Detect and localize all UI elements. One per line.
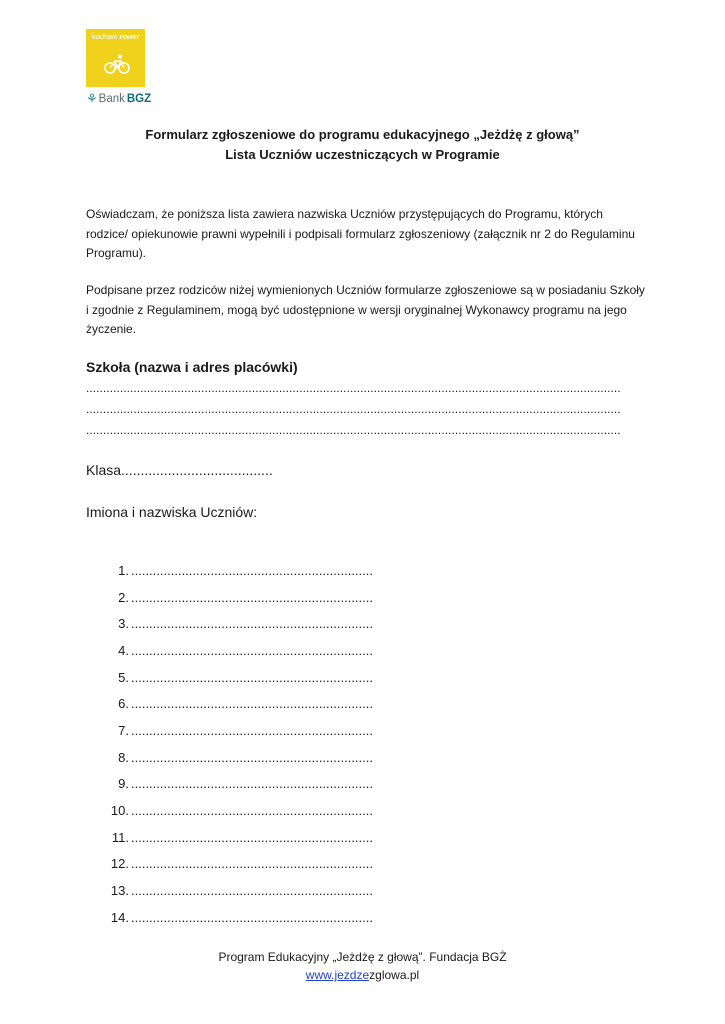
list-number: 14. <box>110 909 129 925</box>
student-name-line[interactable]: ................................................................... <box>131 829 373 845</box>
list-item[interactable] <box>102 904 402 931</box>
list-item[interactable] <box>102 824 402 851</box>
list-item[interactable] <box>102 584 402 611</box>
list-item[interactable] <box>102 690 402 717</box>
consent-paragraph: Podpisane przez rodziców niżej wymienionych Uczniów formularze zgłoszeniowe są w posiadaniu Szkoły i zgodnie z Regulaminem, mogą być udostępnione w wersji oryginalnej Wykonawcy programu na jego życzenie. <box>86 283 645 336</box>
logo-brand-bold: rower <box>119 32 140 41</box>
student-name-line[interactable]: ................................................................... <box>131 642 373 658</box>
bank-text: Bank <box>98 93 125 105</box>
list-number: 9. <box>118 776 129 792</box>
student-name-line[interactable]: ................................................................... <box>131 909 373 925</box>
student-name-line[interactable]: ................................................................... <box>131 776 373 792</box>
document-subtitle: Lista Uczniów uczestniczących w Programie <box>225 147 500 162</box>
kocham-rower-logo <box>86 29 145 87</box>
student-name-line[interactable]: ................................................................... <box>131 883 373 899</box>
list-item[interactable] <box>102 771 402 798</box>
students-heading: Imiona i nazwiska Uczniów: <box>86 504 258 520</box>
list-item[interactable] <box>102 851 402 878</box>
list-number: 12. <box>110 856 129 872</box>
declaration-paragraph: Oświadczam, że poniższa lista zawiera nazwiska Uczniów przystępujących do Programu, których rodzice/ opiekunowie prawni wypełnili i podpisali formularz zgłoszeniowy (załącznik nr 2 do Regulaminu Programu). <box>86 207 635 260</box>
footer-link-rest: zglowa.pl <box>369 968 420 982</box>
list-number: 11. <box>111 829 129 845</box>
student-name-line[interactable]: ................................................................... <box>131 722 373 738</box>
list-number: 8. <box>118 749 129 765</box>
bicycle-icon <box>104 54 130 74</box>
school-heading: Szkoła (nazwa i adres placówki) <box>86 359 298 375</box>
footer-link[interactable]: www.jezdze <box>305 968 370 982</box>
logo-brand-text <box>86 32 145 41</box>
bank-leaf-icon: ⚘ <box>86 91 98 106</box>
school-field-line-2[interactable]: .............................................................................................................................................................. <box>86 402 621 416</box>
list-number: 2. <box>118 589 129 605</box>
student-name-line[interactable]: ................................................................... <box>131 589 373 605</box>
list-item[interactable] <box>102 610 402 637</box>
student-name-line[interactable]: ................................................................... <box>131 856 373 872</box>
list-item[interactable] <box>102 637 402 664</box>
logo-brand-light: kocham <box>91 32 120 41</box>
school-field-line-3[interactable]: .............................................................................................................................................................. <box>86 423 621 437</box>
document-title: Formularz zgłoszeniowe do programu edukacyjnego „Jeżdżę z głową” <box>145 127 580 142</box>
list-number: 1. <box>118 562 129 578</box>
list-number: 6. <box>118 696 129 712</box>
list-number: 3. <box>118 616 129 632</box>
list-item[interactable] <box>102 877 402 904</box>
list-item[interactable] <box>102 557 402 584</box>
student-name-line[interactable]: ................................................................... <box>131 562 373 578</box>
sponsor-logo <box>86 29 152 109</box>
list-number: 5. <box>118 669 129 685</box>
list-item[interactable] <box>102 664 402 691</box>
student-name-line[interactable]: ................................................................... <box>131 803 373 819</box>
student-name-line[interactable]: ................................................................... <box>131 616 373 632</box>
list-number: 4. <box>118 642 129 658</box>
bank-bgz-logo <box>86 91 151 107</box>
list-number: 10. <box>110 803 129 819</box>
class-field[interactable]: Klasa....................................... <box>86 462 273 478</box>
student-name-line[interactable]: ................................................................... <box>131 749 373 765</box>
list-item[interactable] <box>102 744 402 771</box>
student-name-line[interactable]: ................................................................... <box>131 669 373 685</box>
students-list <box>102 557 402 931</box>
list-item[interactable] <box>102 797 402 824</box>
list-number: 13. <box>110 883 129 899</box>
list-item[interactable] <box>102 717 402 744</box>
footer-text: Program Edukacyjny „Jeżdżę z głową”. Fundacja BGŻ <box>218 950 507 964</box>
bank-bold-text: BGZ <box>126 93 152 105</box>
list-number: 7. <box>118 722 129 738</box>
student-name-line[interactable]: ................................................................... <box>131 696 373 712</box>
footer-url <box>0 968 725 982</box>
school-field-line-1[interactable]: .............................................................................................................................................................. <box>86 381 621 395</box>
